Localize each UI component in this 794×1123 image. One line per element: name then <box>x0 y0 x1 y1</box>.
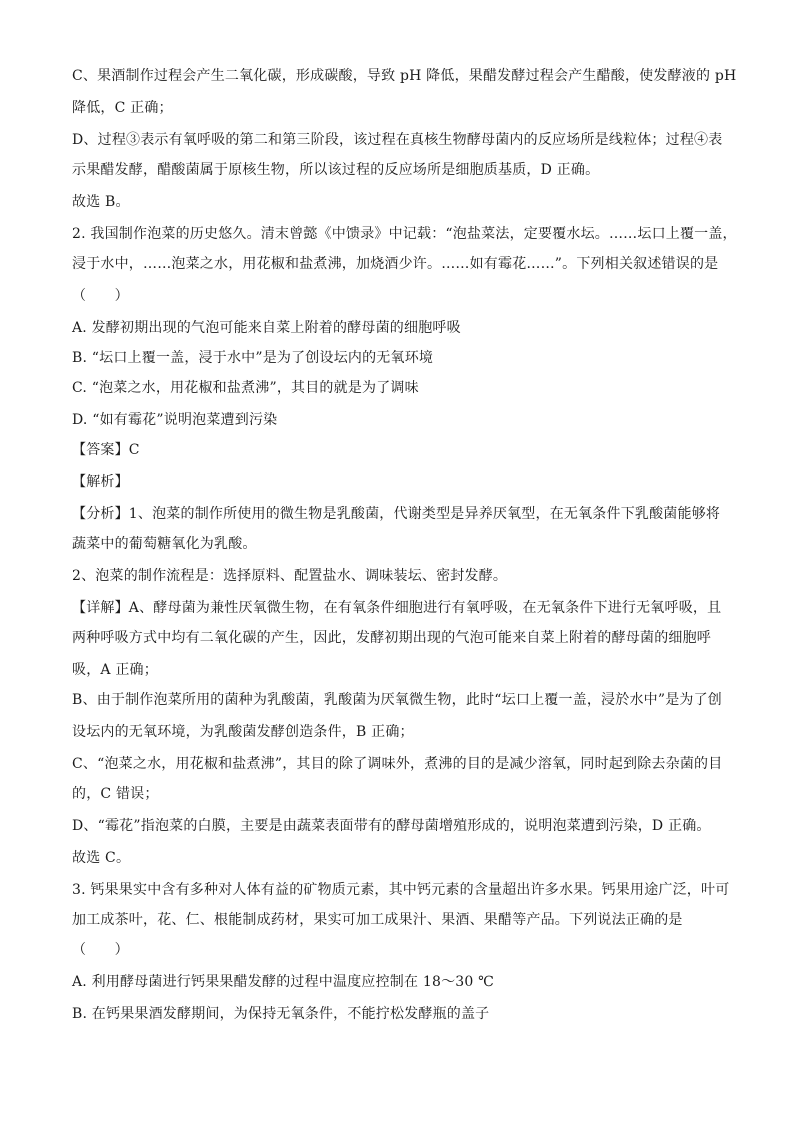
detail-text: 两种呼吸方式中均有二氧化碳的产生，因此，发酵初期出现的气泡可能来自菜上附着的酵母菌的细胞呼 <box>72 630 711 646</box>
question-2-stem: 浸于水中，……泡菜之水，用花椒和盐煮沸，加烧酒少许。……如有霉花……”。下列相关叙述错误的是 <box>72 256 719 272</box>
option-a: A. 利用酵母菌进行钙果果醋发酵的过程中温度应控制在 18～30 ℃ <box>72 974 494 990</box>
question-2-stem: 2. 我国制作泡菜的历史悠久。清末曾懿《中馈录》中记载：“泡盐菜法，定要覆水坛。……坛口上覆一盖， <box>72 226 737 242</box>
analysis-label: 【解析】 <box>72 474 129 490</box>
text-line: C、果酒制作过程会产生二氧化碳，形成碳酸，导致 pH 降低，果醋发酵过程会产生醋酸，使发酵液的 pH <box>72 68 737 84</box>
option-b: B. “坛口上覆一盖，浸于水中”是为了创设坛内的无氧环境 <box>72 350 434 366</box>
detail-text: D、“霉花”指泡菜的白膜，主要是由蔬菜表面带有的酵母菌增殖形成的，说明泡菜遭到污染，D 正确。 <box>72 818 711 834</box>
analysis-text: 蔬菜中的葡萄糖氧化为乳酸。 <box>72 536 257 552</box>
analysis-text: 2、泡菜的制作流程是：选择原料、配置盐水、调味装坛、密封发酵。 <box>72 568 508 584</box>
option-c: C. “泡菜之水，用花椒和盐煮沸”，其目的就是为了调味 <box>72 380 419 396</box>
option-a: A. 发酵初期出现的气泡可能来自菜上附着的酵母菌的细胞呼吸 <box>72 320 461 336</box>
detail-text: 【详解】A、酵母菌为兼性厌氧微生物，在有氧条件细胞进行有氧呼吸，在无氧条件下进行无氧呼吸，且 <box>72 600 722 616</box>
option-b: B. 在钙果果酒发酵期间，为保持无氧条件，不能拧松发酵瓶的盖子 <box>72 1006 490 1022</box>
question-3-stem: 3. 钙果果实中含有多种对人体有益的矿物质元素，其中钙元素的含量超出许多水果。钙果用途广泛，叶可 <box>72 882 730 898</box>
analysis-text: 【分析】1、泡菜的制作所使用的微生物是乳酸菌，代谢类型是异养厌氧型，在无氧条件下乳酸菌能够将 <box>72 506 721 522</box>
answer-choice-line: 故选 C。 <box>72 850 131 866</box>
detail-text: 设坛内的无氧环境，为乳酸菌发酵创造条件，B 正确； <box>72 724 414 740</box>
option-d: D. “如有霉花”说明泡菜遭到污染 <box>72 412 278 428</box>
detail-text: 的，C 错误； <box>72 786 159 802</box>
detail-text: B、由于制作泡菜所用的菌种为乳酸菌，乳酸菌为厌氧微生物，此时“坛口上覆一盖，浸於水中”是为了创 <box>72 692 722 708</box>
text-line: 降低，C 正确； <box>72 100 173 116</box>
text-line: D、过程③表示有氧呼吸的第二和第三阶段，该过程在真核生物酵母菌内的反应场所是线粒体；过程④表 <box>72 132 723 148</box>
answer-blank: （ ） <box>72 942 129 958</box>
detail-text: 吸，A 正确； <box>72 662 158 678</box>
text-line: 示果醋发酵，醋酸菌属于原核生物，所以该过程的反应场所是细胞质基质，D 正确。 <box>72 162 600 178</box>
question-3-stem: 加工成茶叶，花、仁、根能制成药材，果实可加工成果汁、果酒、果醋等产品。下列说法正确的是 <box>72 912 683 928</box>
answer-blank: （ ） <box>72 288 129 304</box>
answer-choice-line: 故选 B。 <box>72 194 130 210</box>
detail-text: C、“泡菜之水，用花椒和盐煮沸”，其目的除了调味外，煮沸的目的是减少溶氧，同时起到除去杂菌的目 <box>72 756 723 772</box>
answer-label: 【答案】C <box>72 442 140 458</box>
